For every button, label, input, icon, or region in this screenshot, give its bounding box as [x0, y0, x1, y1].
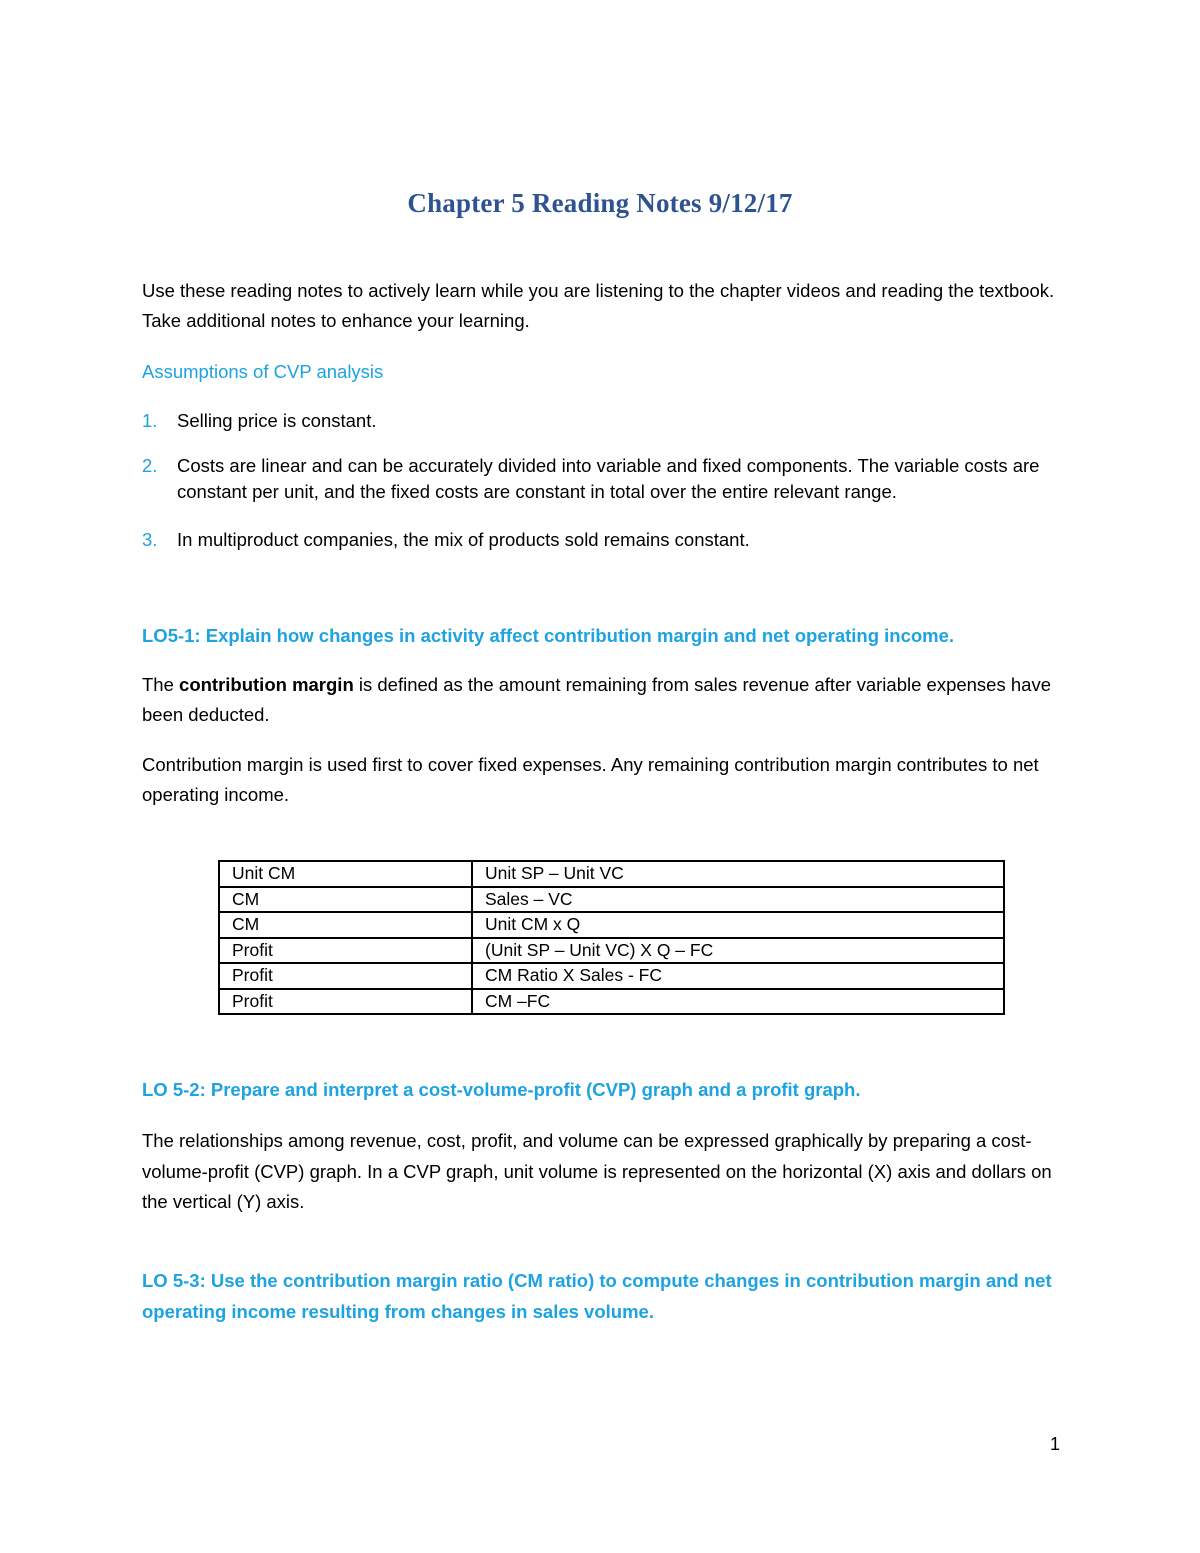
lo3-heading: LO 5-3: Use the contribution margin ratio (CM ratio) to compute changes in contribution margin and net operating income resulting from changes in sales volume.	[142, 1270, 1052, 1322]
list-item	[142, 453, 1062, 505]
table-cell-formula: Unit CM x Q	[472, 912, 1004, 938]
contribution-margin-definition	[142, 670, 1062, 730]
table-cell-formula: CM –FC	[472, 989, 1004, 1015]
table-cell-formula: Sales – VC	[472, 887, 1004, 913]
intro-paragraph: Use these reading notes to actively learn while you are listening to the chapter videos and reading the textbook. Take additional notes to enhance your learning.	[142, 280, 1055, 331]
table-cell-formula: (Unit SP – Unit VC) X Q – FC	[472, 938, 1004, 964]
definition-prefix: The	[142, 674, 180, 695]
page-title: Chapter 5 Reading Notes 9/12/17	[407, 188, 793, 218]
list-item	[142, 408, 1062, 434]
table-row	[219, 989, 1004, 1015]
definition-term: contribution margin	[179, 674, 354, 695]
table-row	[219, 861, 1004, 887]
list-text: In multiproduct companies, the mix of products sold remains constant.	[177, 529, 750, 550]
assumptions-heading: Assumptions of CVP analysis	[142, 361, 384, 382]
table-cell-formula: CM Ratio X Sales - FC	[472, 963, 1004, 989]
table-cell-term: CM	[219, 887, 472, 913]
list-number: 1.	[142, 410, 158, 431]
table-cell-term: Profit	[219, 989, 472, 1015]
table-row	[219, 963, 1004, 989]
table-cell-term: Profit	[219, 938, 472, 964]
table-row	[219, 912, 1004, 938]
lo1-heading: LO5-1: Explain how changes in activity affect contribution margin and net operating income.	[142, 625, 955, 646]
page-number: 1	[1049, 1434, 1060, 1454]
list-text: Costs are linear and can be accurately divided into variable and fixed components. The variable costs are constant per unit, and the fixed costs are constant in total over the entire relevant range.	[177, 455, 1040, 502]
list-number: 3.	[142, 529, 158, 550]
definition-body: is defined as the amount remaining from sales revenue after variable expenses have been deducted.	[142, 674, 1051, 725]
contribution-margin-usage: Contribution margin is used first to cover fixed expenses. Any remaining contribution margin contributes to net operating income.	[142, 754, 1039, 805]
list-text: Selling price is constant.	[177, 410, 377, 431]
lo2-heading: LO 5-2: Prepare and interpret a cost-volume-profit (CVP) graph and a profit graph.	[142, 1079, 861, 1100]
table-cell-formula: Unit SP – Unit VC	[472, 861, 1004, 887]
table-cell-term: Profit	[219, 963, 472, 989]
table-cell-term: CM	[219, 912, 472, 938]
list-number: 2.	[142, 455, 158, 476]
cvp-graph-paragraph: The relationships among revenue, cost, profit, and volume can be expressed graphically by preparing a cost-volume-profit (CVP) graph. In a CVP graph, unit volume is represented on the horizontal (X) axis and dollars on the vertical (Y) axis.	[142, 1130, 1052, 1212]
table-cell-term: Unit CM	[219, 861, 472, 887]
list-item	[142, 527, 1062, 553]
table-row	[219, 938, 1004, 964]
table-row	[219, 887, 1004, 913]
formula-table	[218, 860, 1005, 1015]
